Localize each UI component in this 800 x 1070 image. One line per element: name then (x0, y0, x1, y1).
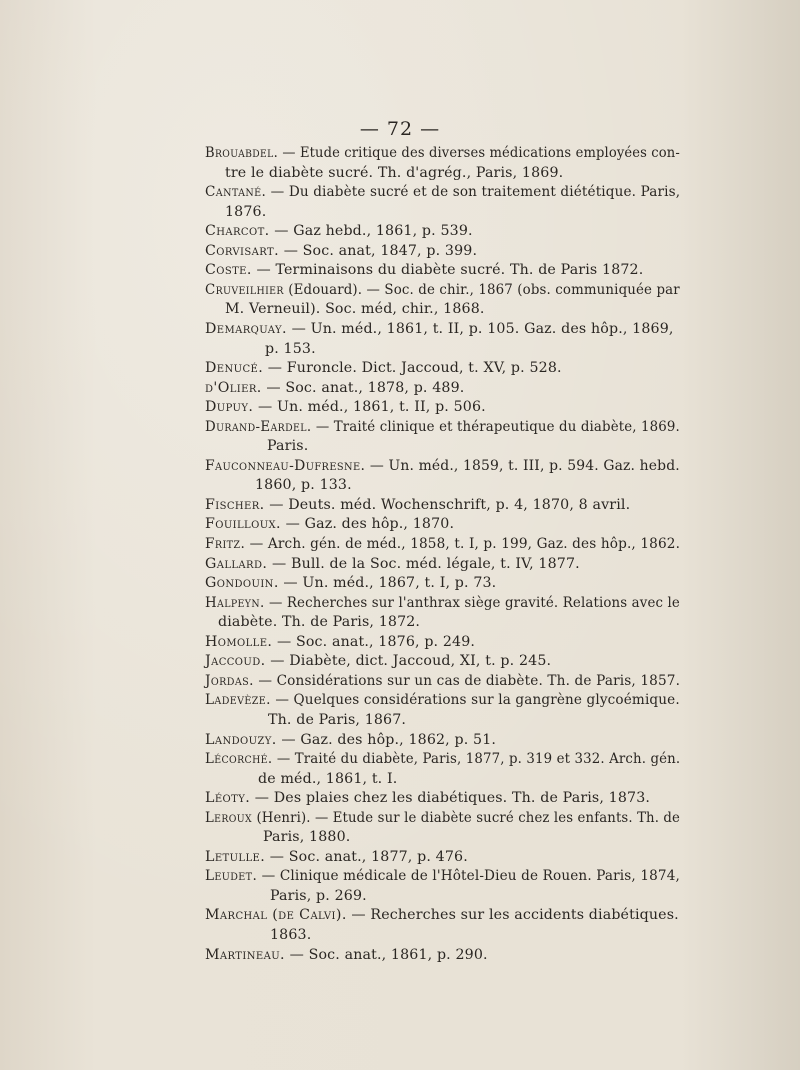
entry-author: Marchal (de Calvi). (205, 907, 347, 924)
entry-author: Coste. (205, 262, 252, 279)
entry-text: — Quelques considérations sur la gangrène glycoémique. (275, 692, 680, 709)
entry-text: — Etude critique des diverses médications employées con- (282, 145, 680, 161)
entry-author: Leroux (205, 809, 253, 826)
entry-line (205, 789, 650, 809)
entry-author: Halpeyn. (205, 594, 265, 611)
entry-text: Paris. (267, 438, 309, 455)
entry-text: (Henri). — Etude sur le diabète sucré chez les enfants. Th. de (256, 809, 681, 826)
entry-text: — Deuts. méd. Wochenschrift, p. 4, 1870, 8 avril. (269, 496, 631, 513)
entry-line (205, 398, 486, 418)
entry-text: — Soc. anat., 1876, p. 249. (276, 633, 476, 650)
entry-line (205, 867, 680, 887)
entry-line (218, 613, 420, 633)
entry-line (270, 887, 367, 907)
entry-text: — Arch. gén. de méd., 1858, t. I, p. 199, Gaz. des hôp., 1862. (249, 536, 681, 552)
entry-line (205, 652, 551, 672)
entry-text: — Un. méd., 1861, t. II, p. 105. Gaz. des hôp., 1869, (291, 320, 674, 337)
entry-author: Dupuy. (205, 399, 254, 416)
entry-author: Gondouin. (205, 575, 279, 592)
entry-text: — Des plaies chez les diabétiques. Th. de Paris, 1873. (254, 790, 651, 807)
entry-text: — Terminaisons du diabète sucré. Th. de Paris 1872. (256, 262, 644, 279)
entry-line (205, 750, 680, 770)
entry-author: Letulle. (205, 848, 266, 865)
entry-author: Durand-Eardel. (205, 418, 312, 435)
entry-text: — Recherches sur l'anthrax siège gravité. Relations avec le (268, 594, 680, 611)
entry-text: M. Verneuil). Soc. méd, chir., 1868. (225, 301, 485, 318)
entry-line (205, 672, 680, 692)
entry-line (205, 535, 680, 555)
entry-line (205, 906, 679, 926)
entry-line (205, 691, 680, 711)
entry-line (205, 320, 674, 340)
entry-author: Demarquay. (205, 320, 287, 337)
entry-line (205, 457, 680, 477)
entry-text: — Traité du diabète, Paris, 1877, p. 319 et 332. Arch. gén. (276, 751, 681, 768)
entry-text: — Gaz hebd., 1861, p. 539. (274, 223, 473, 240)
entry-line (205, 379, 464, 399)
entry-line (255, 476, 352, 496)
entry-text: — Furoncle. Dict. Jaccoud, t. XV, p. 528. (267, 360, 562, 377)
entry-line (205, 144, 680, 164)
entry-text: diabète. Th. de Paris, 1872. (218, 614, 421, 631)
entry-author: Fouilloux. (205, 516, 281, 533)
entry-line (205, 946, 488, 966)
entry-text: — Traité clinique et thérapeutique du diabète, 1869. (315, 418, 680, 435)
entry-text: — Gaz. des hôp., 1870. (285, 516, 455, 533)
entry-line (267, 437, 308, 457)
entry-author: Homolle. (205, 633, 273, 650)
entry-line (265, 340, 316, 360)
entry-author: d'Olier. (205, 379, 262, 396)
entry-author: Ladevèze. (205, 692, 271, 709)
entry-author: Cruveilhier (205, 281, 284, 298)
entry-text: — Soc. anat., 1877, p. 476. (269, 848, 468, 865)
entry-author: Fauconneau-Dufresne. (205, 457, 366, 474)
entry-line (205, 574, 496, 594)
entry-text: — Du diabète sucré et de son traitement diététique. Paris, (270, 184, 681, 201)
entry-author: Cantané. (205, 184, 267, 201)
entry-text: 1876. (225, 203, 267, 220)
entry-author: Fischer. (205, 496, 265, 513)
entry-line (225, 300, 485, 320)
entry-line (205, 496, 630, 516)
entry-text: — Soc. anat, 1847, p. 399. (283, 242, 478, 259)
entry-line (225, 164, 563, 184)
entry-text: — Gaz. des hôp., 1862, p. 51. (281, 731, 497, 748)
entry-author: Lécorché. (205, 751, 273, 768)
entry-line (205, 594, 680, 614)
entry-author: Jaccoud. (205, 653, 266, 670)
entry-text: — Considérations sur un cas de diabète. Th. de Paris, 1857. (258, 672, 681, 689)
entry-text: 1860, p. 133. (255, 477, 352, 494)
entry-line (258, 770, 397, 790)
entry-line (205, 359, 562, 379)
page-number: — 72 — (359, 118, 441, 140)
entry-author: Jordas. (205, 672, 254, 689)
entry-line (263, 828, 350, 848)
entry-line (205, 242, 477, 262)
entry-author: Corvisart. (205, 242, 280, 259)
entry-line (205, 281, 680, 301)
entry-line (205, 261, 643, 281)
entry-text: Paris, p. 269. (270, 887, 367, 904)
entry-line (205, 515, 454, 535)
entry-text: — Un. méd., 1861, t. II, p. 506. (257, 399, 486, 416)
entry-text: — Diabète, dict. Jaccoud, XI, t. p. 245. (270, 653, 552, 670)
entry-author: Martineau. (205, 946, 285, 963)
entry-author: Fritz. (205, 536, 246, 552)
entry-line (270, 926, 311, 946)
entry-author: Charcot. (205, 223, 270, 240)
entry-line (268, 711, 406, 731)
entry-text: 1863. (270, 927, 312, 943)
entry-text: — Soc. anat., 1878, p. 489. (266, 379, 465, 396)
entry-text: p. 153. (265, 340, 316, 357)
entry-author: Denucé. (205, 360, 264, 377)
entry-text: — Clinique médicale de l'Hôtel-Dieu de Rouen. Paris, 1874, (261, 868, 680, 885)
entry-author: Brouabdel. (205, 145, 279, 161)
entry-text: (Edouard). — Soc. de chir., 1867 (obs. communiquée par (288, 281, 680, 298)
entry-text: Th. de Paris, 1867. (268, 711, 407, 728)
entry-line (225, 203, 266, 223)
entry-text: — Bull. de la Soc. méd. légale, t. IV, 1877. (272, 555, 580, 572)
entry-text: de méd., 1861, t. I. (258, 770, 398, 787)
entry-author: Léoty. (205, 790, 251, 807)
entry-line (205, 809, 680, 829)
entry-text: Paris, 1880. (263, 829, 351, 846)
entry-author: Landouzy. (205, 731, 277, 748)
entry-line (205, 418, 680, 438)
entry-line (205, 183, 680, 203)
entry-text: — Un. méd., 1859, t. III, p. 594. Gaz. hebd. (369, 457, 680, 474)
entry-author: Gallard. (205, 555, 268, 572)
entry-line (205, 555, 580, 575)
entry-text: — Soc. anat., 1861, p. 290. (289, 946, 488, 963)
entry-line (205, 731, 496, 751)
entry-line (205, 222, 473, 242)
entry-line (205, 633, 475, 653)
entry-text: — Recherches sur les accidents diabétiques. (351, 907, 679, 924)
entry-text: — Un. méd., 1867, t. I, p. 73. (283, 575, 497, 592)
entry-text: tre le diabète sucré. Th. d'agrég., Paris, 1869. (225, 164, 564, 181)
entry-line (205, 848, 468, 868)
entry-author: Leudet. (205, 868, 258, 885)
